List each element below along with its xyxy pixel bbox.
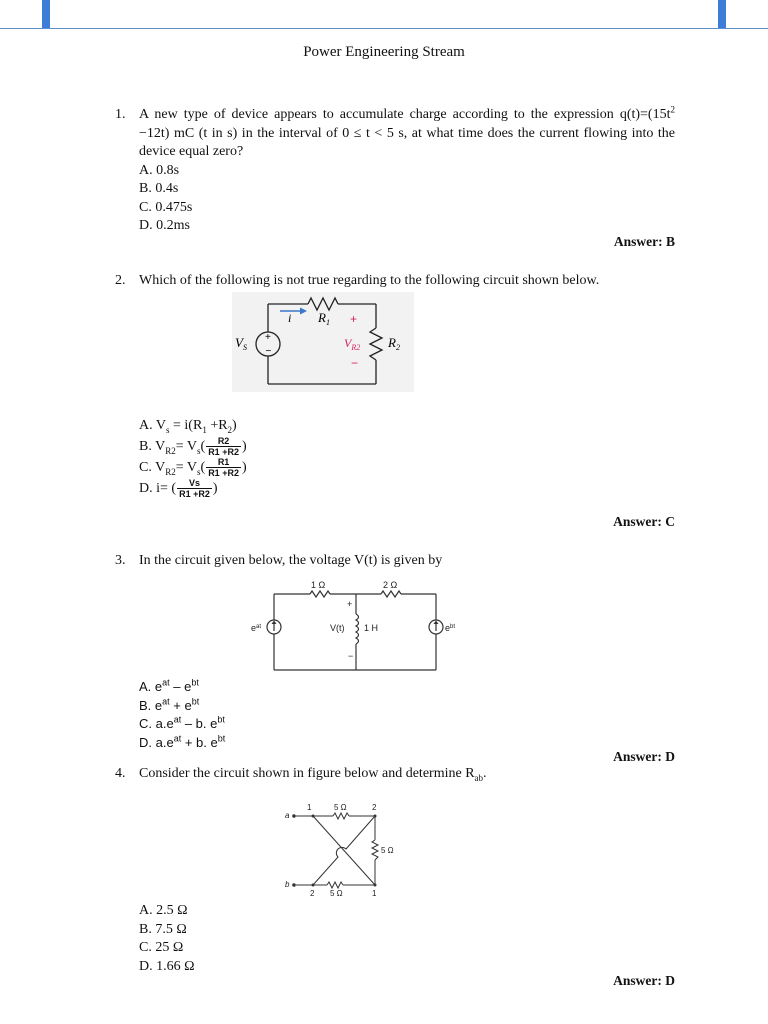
option-text: ) (241, 439, 247, 454)
option-text: V (155, 460, 166, 475)
vt-plus: + (347, 599, 353, 609)
numerator: Vs (188, 478, 200, 489)
option-text: 25 Ω (155, 940, 184, 955)
option-letter: B. (139, 181, 152, 196)
option-text: – b. e (181, 716, 218, 731)
answer-2: Answer: C (613, 514, 675, 529)
option-text: V (155, 439, 166, 454)
options-list (139, 902, 675, 976)
option-d[interactable] (139, 958, 675, 977)
r2-label: $R_2$ (388, 335, 400, 352)
fraction (206, 436, 241, 457)
option-c[interactable] (139, 939, 675, 958)
option-b[interactable] (139, 697, 675, 716)
answer-1: Answer: B (613, 234, 675, 249)
circuit-diagram-4 (283, 800, 413, 902)
vt-label: V(t) (330, 623, 345, 633)
option-text: = V (175, 439, 197, 454)
r1-label: $R_1$ (318, 310, 330, 327)
denominator: R1 +R2 (208, 468, 239, 479)
options-list (139, 162, 675, 236)
question-text-part: . (483, 766, 487, 781)
exponent: bt (217, 714, 225, 725)
question-number: 2. (115, 273, 126, 288)
option-text: i= (156, 481, 172, 496)
subscript: s (166, 424, 170, 435)
node-1-bottom: 1 (372, 889, 377, 898)
question-text-part: Consider the circuit shown in figure below and determine R (139, 766, 475, 781)
option-text: = i(R (169, 418, 203, 433)
exponent: at (173, 714, 182, 725)
option-text: a.e (155, 716, 174, 731)
left-source-label: $e^{at}$ (251, 623, 262, 633)
current-label: i (288, 311, 292, 325)
option-letter: D. (139, 481, 153, 496)
option-text: + e (169, 697, 192, 713)
question-4 (115, 765, 675, 784)
option-text: a.e (155, 734, 174, 750)
option-letter: A. (139, 679, 152, 694)
numerator: R2 (217, 436, 230, 447)
vr2-label: $V_{R2}$ (344, 336, 361, 352)
vs-label: $V_S$ (235, 335, 247, 352)
question-2-options (115, 415, 675, 499)
r-bottom-label: 5 Ω (330, 889, 343, 898)
source-plus: + (265, 332, 271, 343)
node-2-top: 2 (372, 803, 377, 812)
denominator: R1 +R2 (208, 447, 239, 458)
question-number: 4. (115, 766, 126, 781)
option-text: 0.2ms (156, 218, 190, 233)
terminal-a: a (285, 811, 290, 820)
subscript: R2 (165, 445, 176, 456)
option-letter: C. (139, 199, 152, 215)
options-list (139, 678, 675, 752)
option-text: +R (206, 418, 228, 433)
circuit-diagram-3 (245, 576, 465, 676)
option-text: ( (200, 439, 206, 454)
option-a[interactable] (139, 902, 675, 921)
question-3 (115, 552, 675, 571)
vr2-minus: − (351, 356, 359, 370)
right-source-label: $e^{bt}$ (445, 623, 456, 633)
option-letter: D. (139, 218, 153, 233)
circuit-diagram-2 (232, 292, 414, 392)
option-a[interactable] (139, 415, 675, 436)
terminal-b: b (285, 880, 290, 889)
subscript: 1 (202, 424, 207, 435)
header-rule (0, 28, 768, 29)
option-text: 7.5 Ω (155, 921, 187, 937)
question-text (139, 765, 675, 784)
question-3-options (115, 678, 675, 752)
option-text: ( (171, 481, 177, 496)
question-text (139, 106, 675, 162)
node-2-bottom: 2 (310, 889, 315, 898)
answer-3: Answer: D (613, 749, 675, 764)
vt-minus: − (348, 651, 354, 661)
exponent: bt (217, 733, 226, 744)
options-list (139, 415, 675, 499)
subscript: s (197, 466, 201, 477)
r2-label: 2 Ω (383, 580, 398, 590)
fraction (206, 457, 241, 478)
option-text: 1.66 Ω (156, 958, 195, 974)
question-text-part: A new type of device appears to accumulate charge according to the expression q(t)=(15t (139, 107, 671, 122)
option-text: ) (232, 418, 237, 433)
denominator: R1 +R2 (179, 489, 210, 500)
option-letter: C. (139, 940, 152, 955)
question-number: 1. (115, 107, 126, 122)
question-number: 3. (115, 553, 126, 568)
option-letter: A. (139, 418, 153, 433)
exponent: at (162, 677, 170, 688)
node-1-top: 1 (307, 803, 312, 812)
option-a[interactable] (139, 162, 675, 181)
r-right-label: 5 Ω (381, 846, 394, 855)
option-b[interactable] (139, 436, 675, 457)
answer-4: Answer: D (613, 973, 675, 988)
question-text-part: −12t) mC (t in s) in the interval of 0 ≤ t < 5 s, at what time does the current flowing into the device equal zero? (139, 125, 675, 159)
header-accent-left (42, 0, 50, 28)
option-text: ( (200, 460, 206, 475)
question-text: In the circuit given below, the voltage V(t) is given by (139, 553, 443, 568)
question-4-options (115, 902, 675, 976)
option-letter: B. (139, 921, 152, 937)
option-text: ) (212, 481, 218, 496)
inductor-label: 1 H (364, 623, 379, 633)
option-b[interactable] (139, 180, 675, 199)
option-text: – e (169, 679, 192, 694)
exponent: bt (191, 696, 200, 707)
option-text: e (154, 697, 163, 713)
header-accent-right (718, 0, 726, 28)
option-text: ) (241, 460, 247, 475)
option-d[interactable] (139, 217, 675, 236)
option-text: 0.475s (155, 199, 193, 215)
option-c[interactable] (139, 457, 675, 478)
option-letter: A. (139, 162, 153, 178)
option-letter: A. (139, 903, 153, 918)
option-text: e (154, 679, 163, 694)
option-a[interactable] (139, 678, 675, 697)
option-letter: B. (139, 439, 152, 454)
option-d[interactable] (139, 478, 675, 499)
option-letter: D. (139, 734, 152, 750)
subscript: 2 (227, 424, 233, 435)
option-letter: C. (139, 716, 152, 731)
option-text: V (155, 418, 166, 433)
exponent: at (162, 696, 170, 707)
exponent: 2 (670, 104, 675, 115)
exponent: bt (191, 677, 199, 688)
page-title: Power Engineering Stream (303, 44, 465, 60)
exponent: at (173, 733, 182, 744)
question-text: Which of the following is not true regarding to the following circuit shown below. (139, 273, 600, 288)
option-c[interactable] (139, 715, 675, 734)
option-letter: C. (139, 460, 152, 475)
option-text: 0.8s (156, 162, 180, 178)
r-top-label: 5 Ω (334, 803, 347, 812)
option-d[interactable] (139, 734, 675, 753)
source-minus: − (265, 346, 272, 357)
option-text: 0.4s (155, 181, 179, 196)
fraction (177, 478, 212, 499)
subscript: s (197, 445, 201, 456)
r1-label: 1 Ω (311, 580, 326, 590)
subscript: R2 (165, 466, 176, 477)
option-c[interactable] (139, 199, 675, 218)
numerator: R1 (217, 457, 230, 468)
question-1 (115, 106, 675, 236)
option-letter: D. (139, 958, 153, 974)
option-letter: B. (139, 697, 152, 713)
option-text: + b. e (181, 734, 218, 750)
option-text: 2.5 Ω (156, 903, 188, 918)
question-2 (115, 272, 675, 291)
subscript: ab (474, 772, 484, 783)
option-b[interactable] (139, 921, 675, 940)
vr2-plus: + (350, 312, 358, 326)
option-text: = V (175, 460, 197, 475)
